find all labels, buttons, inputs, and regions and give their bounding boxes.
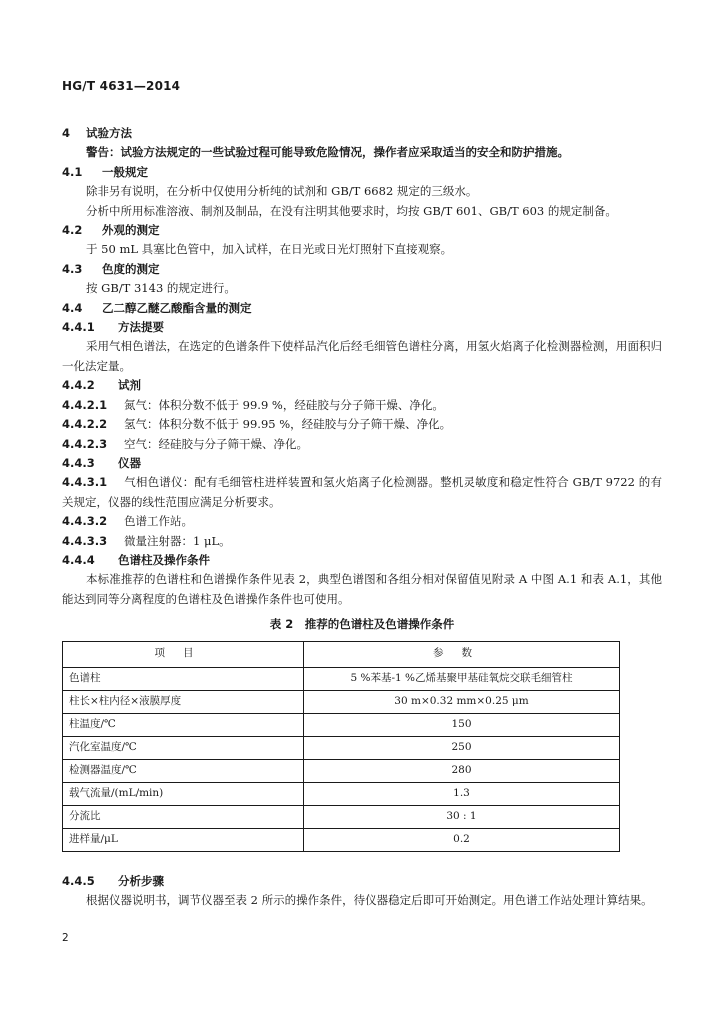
table-cell: 柱温度/℃ xyxy=(63,713,304,736)
paragraph: 按 GB/T 3143 的规定进行。 xyxy=(86,281,236,296)
section-number: 4.1 xyxy=(62,164,83,179)
item-number: 4.4.3.1 xyxy=(62,475,108,490)
table-header-cell: 项目 xyxy=(63,641,304,667)
document-body xyxy=(62,124,662,910)
section-heading-4 xyxy=(62,124,662,143)
section-title: 方法提要 xyxy=(118,320,164,335)
section-title: 乙二醇乙醚乙酸酯含量的测定 xyxy=(102,300,252,315)
item-text: 微量注射器：1 μL。 xyxy=(124,533,231,548)
table-cell: 汽化室温度/℃ xyxy=(63,736,304,759)
parameters-table xyxy=(62,641,620,852)
item-text: 空气：经硅胶与分子筛干燥、净化。 xyxy=(124,436,308,451)
section-number: 4.4.5 xyxy=(62,873,95,888)
standard-number-header: HG/T 4631—2014 xyxy=(62,79,181,93)
table-row xyxy=(63,782,620,805)
table-cell: 250 xyxy=(304,736,620,759)
item-text: 氮气：体积分数不低于 99.9 %，经硅胶与分子筛干燥、净化。 xyxy=(124,397,444,412)
table-row xyxy=(63,805,620,828)
item-number: 4.4.2.3 xyxy=(62,436,108,451)
warning-paragraph: 警告：试验方法规定的一些试验过程可能导致危险情况，操作者应采取适当的安全和防护措施。 xyxy=(86,145,569,160)
table-cell: 30 m×0.32 mm×0.25 μm xyxy=(304,690,620,713)
table-cell: 色谱柱 xyxy=(63,667,304,690)
section-number: 4.4.3 xyxy=(62,455,95,470)
section-heading-4-4-1 xyxy=(62,318,662,337)
paragraph: 除非另有说明，在分析中仅使用分析纯的试剂和 GB/T 6682 规定的三级水。 xyxy=(86,184,478,199)
table-header-row xyxy=(63,641,620,667)
section-number: 4.4.2 xyxy=(62,378,95,393)
table-cell: 150 xyxy=(304,713,620,736)
section-title: 色谱柱及操作条件 xyxy=(118,552,210,567)
table-row xyxy=(63,828,620,851)
section-number: 4.2 xyxy=(62,223,83,238)
table-row xyxy=(63,736,620,759)
section-heading-4-4-3 xyxy=(62,454,662,473)
table-cell: 进样量/μL xyxy=(63,828,304,851)
table-cell: 1.3 xyxy=(304,782,620,805)
section-number: 4.3 xyxy=(62,261,83,276)
list-item xyxy=(62,415,662,434)
table-cell: 5 %苯基-1 %乙烯基聚甲基硅氧烷交联毛细管柱 xyxy=(304,667,620,690)
table-cell: 280 xyxy=(304,759,620,782)
section-number: 4.4.1 xyxy=(62,320,95,335)
table-row xyxy=(63,759,620,782)
section-title: 外观的测定 xyxy=(102,223,160,238)
section-heading-4-4-5 xyxy=(62,872,662,891)
section-heading-4-3 xyxy=(62,260,662,279)
item-text: 气相色谱仪：配有毛细管柱进样装置和氢火焰离子化检测器。整机灵敏度和稳定性符合 GB/T 9722 的有关规定，仪器的线性范围应满足分析要求。 xyxy=(62,475,662,509)
table-row xyxy=(63,713,620,736)
item-text: 氢气：体积分数不低于 99.95 %，经硅胶与分子筛干燥、净化。 xyxy=(124,417,452,432)
list-item xyxy=(62,435,662,454)
section-title: 一般规定 xyxy=(102,164,148,179)
section-heading-4-4-2 xyxy=(62,376,662,395)
table-row xyxy=(63,690,620,713)
section-title: 试验方法 xyxy=(86,126,132,140)
section-heading-4-4 xyxy=(62,299,662,318)
section-title: 仪器 xyxy=(118,455,141,470)
item-number: 4.4.2.1 xyxy=(62,397,108,412)
section-title: 试剂 xyxy=(118,378,141,393)
paragraph: 根据仪器说明书，调节仪器至表 2 所示的操作条件，待仪器稳定后即可开始测定。用色谱工作站处理计算结果。 xyxy=(86,892,653,907)
table-header-cell: 参数 xyxy=(304,641,620,667)
item-number: 4.4.2.2 xyxy=(62,417,108,432)
list-item xyxy=(62,512,662,531)
section-heading-4-4-4 xyxy=(62,551,662,570)
section-number: 4 xyxy=(62,126,71,140)
section-heading-4-1 xyxy=(62,163,662,182)
paragraph: 采用气相色谱法，在选定的色谱条件下使样品汽化后经毛细管色谱柱分离，用氢火焰离子化检测器检测，用面积归一化法定量。 xyxy=(62,339,662,373)
item-text: 色谱工作站。 xyxy=(124,514,193,529)
paragraph: 分析中所用标准溶液、制剂及制品，在没有注明其他要求时，均按 GB/T 601、GB/T 603 的规定制备。 xyxy=(86,203,617,218)
list-item xyxy=(62,532,662,551)
table-row xyxy=(63,667,620,690)
section-number: 4.4.4 xyxy=(62,552,95,567)
table-caption: 表 2 推荐的色谱柱及色谱操作条件 xyxy=(269,617,455,632)
list-item xyxy=(62,473,662,512)
paragraph: 于 50 mL 具塞比色管中，加入试样，在日光或日光灯照射下直接观察。 xyxy=(86,242,453,257)
item-number: 4.4.3.2 xyxy=(62,514,108,529)
section-number: 4.4 xyxy=(62,300,83,315)
section-title: 色度的测定 xyxy=(102,261,160,276)
section-heading-4-2 xyxy=(62,221,662,240)
table-cell: 检测器温度/℃ xyxy=(63,759,304,782)
page-number: 2 xyxy=(62,932,69,944)
list-item xyxy=(62,396,662,415)
table-cell: 30 : 1 xyxy=(304,805,620,828)
section-title: 分析步骤 xyxy=(118,873,164,888)
table-cell: 分流比 xyxy=(63,805,304,828)
item-number: 4.4.3.3 xyxy=(62,533,108,548)
table-cell: 0.2 xyxy=(304,828,620,851)
table-cell: 载气流量/(mL/min) xyxy=(63,782,304,805)
table-cell: 柱长×柱内径×液膜厚度 xyxy=(63,690,304,713)
paragraph: 本标准推荐的色谱柱和色谱操作条件见表 2，典型色谱图和各组分相对保留值见附录 A 中图 A.1 和表 A.1，其他能达到同等分离程度的色谱柱及色谱操作条件也可使用。 xyxy=(62,572,662,606)
